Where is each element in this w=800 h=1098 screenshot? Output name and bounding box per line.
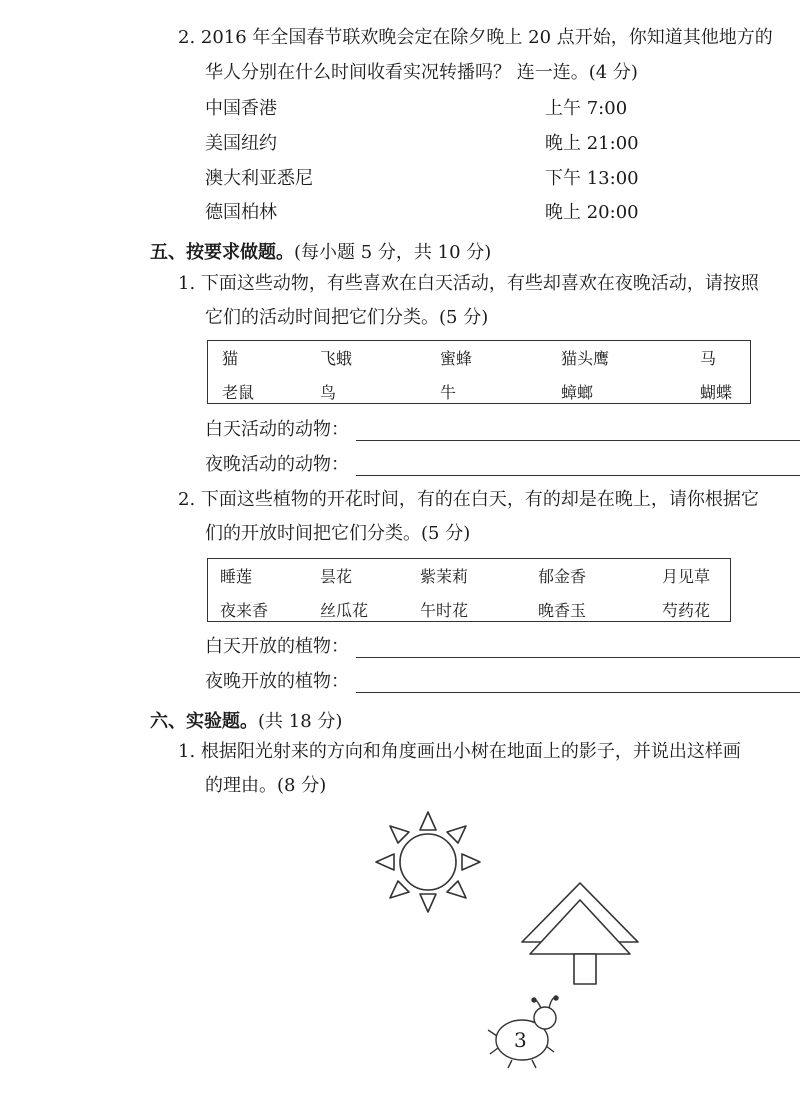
tree-icon [522, 883, 638, 984]
tree-trunk [574, 954, 596, 984]
question-2-line-1: 2. 2016 年全国春节联欢晚会定在除夕晚上 20 点开始，你知道其他地方的 [178, 27, 773, 48]
animal-word: 蜜蜂 [440, 349, 473, 368]
plant-word: 昙花 [320, 567, 353, 586]
plant-word: 睡莲 [220, 567, 253, 586]
page-number: 3 [514, 1028, 527, 1052]
section-5-note: (每小题 5 分，共 10 分) [294, 242, 492, 263]
time-label[interactable]: 晚上 20:00 [545, 202, 639, 223]
section-5-q1-line-2: 它们的活动时间把它们分类。(5 分) [205, 307, 489, 328]
place-label[interactable]: 美国纽约 [205, 133, 277, 154]
plant-word: 丝瓜花 [320, 601, 369, 620]
plant-word: 午时花 [420, 601, 469, 620]
section-5-q1-line-1: 1. 下面这些动物，有些喜欢在白天活动，有些却喜欢在夜晚活动，请按照 [178, 273, 759, 294]
sun-ray [447, 826, 466, 843]
section-6-q1-line-2: 的理由。(8 分) [205, 775, 327, 796]
animal-word: 猫 [222, 349, 239, 368]
plant-word: 芍药花 [662, 601, 711, 620]
sun-disc [400, 834, 456, 890]
time-label[interactable]: 晚上 21:00 [545, 133, 639, 154]
day-animals-label: 白天活动的动物： [205, 419, 349, 440]
animal-word: 马 [700, 349, 717, 368]
sun-icon [376, 812, 480, 912]
plant-word: 夜来香 [220, 601, 269, 620]
sun-ray [390, 881, 409, 898]
animal-word: 飞蛾 [320, 349, 353, 368]
sun-ray [420, 894, 436, 912]
animal-word: 鸟 [320, 383, 337, 402]
night-plants-label: 夜晚开放的植物： [205, 671, 349, 692]
plant-word: 紫茉莉 [420, 567, 469, 586]
section-5-q2-line-1: 2. 下面这些植物的开花时间，有的在白天，有的却是在晚上，请你根据它 [178, 489, 759, 510]
section-5-title: 五、按要求做题。 [150, 242, 294, 263]
animal-word: 蝴蝶 [700, 383, 733, 402]
time-label[interactable]: 上午 7:00 [545, 98, 628, 119]
ladybug-head [534, 1007, 556, 1029]
time-label[interactable]: 下午 13:00 [545, 168, 639, 189]
sun-ray [390, 826, 409, 843]
place-label[interactable]: 德国柏林 [205, 202, 277, 223]
section-5-q2-line-2: 们的开放时间把它们分类。(5 分) [205, 523, 471, 544]
plant-word: 郁金香 [538, 567, 587, 586]
section-6-title: 六、实验题。 [150, 711, 258, 732]
section-6-q1-line-1: 1. 根据阳光射来的方向和角度画出小树在地面上的影子，并说出这样画 [178, 741, 741, 762]
section-6-note: (共 18 分) [258, 711, 343, 732]
place-label[interactable]: 澳大利亚悉尼 [205, 168, 313, 189]
animal-word: 猫头鹰 [561, 349, 610, 368]
animal-word: 蟑螂 [561, 383, 594, 402]
sun-ray [462, 854, 480, 870]
plant-word: 月见草 [662, 567, 711, 586]
question-2-line-2: 华人分别在什么时间收看实况转播吗？ 连一连。(4 分) [205, 62, 638, 83]
animal-word: 牛 [440, 383, 457, 402]
sun-ray [447, 881, 466, 898]
sun-ray [376, 854, 394, 870]
sun-ray [420, 812, 436, 830]
place-label[interactable]: 中国香港 [205, 98, 277, 119]
plant-word: 晚香玉 [538, 601, 587, 620]
day-plants-label: 白天开放的植物： [205, 636, 349, 657]
night-animals-label: 夜晚活动的动物： [205, 454, 349, 475]
animal-word: 老鼠 [222, 383, 255, 402]
